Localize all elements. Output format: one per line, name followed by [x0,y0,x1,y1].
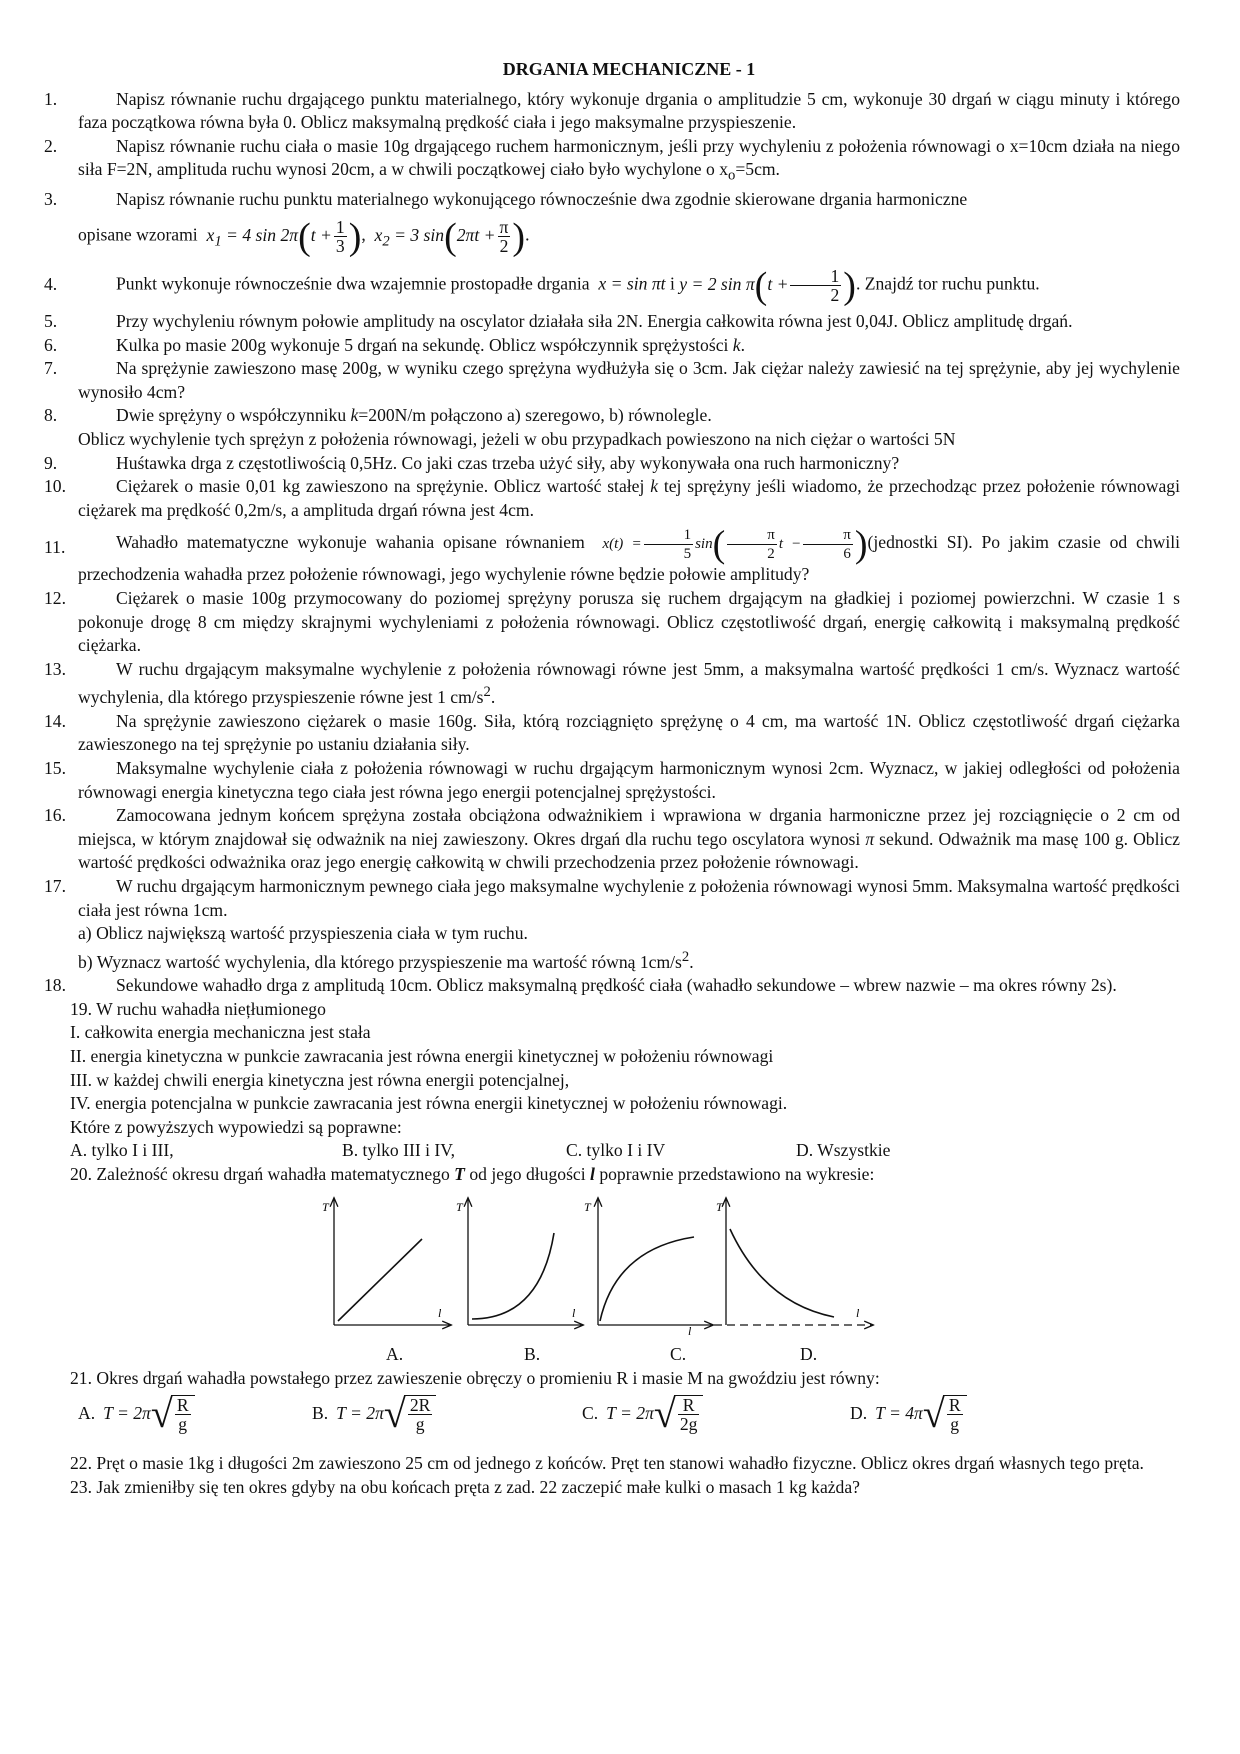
question-11 [44,522,1180,587]
question-15 [44,757,1180,804]
question-text: 21. Okres drgań wahadła powstałego przez zawieszenie obręczy o promieniu R i masie M na gwoździu jest równy: [70,1367,880,1388]
question-number: 5. [44,311,58,332]
question-21 [70,1367,1180,1453]
question-5 [44,310,1180,334]
option-d: D. Wszystkie [796,1140,891,1161]
question-6 [44,334,1180,358]
question-23 [70,1476,1180,1500]
question-text: 22. Pręt o masie 1kg i długości 2m zawieszono 25 cm od jednego z końców. Pręt ten stanowi wahadło fizyczne. Oblicz okres drgań własnych tego pręta. [70,1453,1144,1474]
graphs-figure [70,1193,1070,1343]
question-number: 3. [44,189,58,210]
question-number: 18. [44,975,66,996]
axis-label-l: l [856,1305,860,1320]
statement-1: I. całkowita energia mechaniczna jest stała [70,1022,371,1043]
question-17 [44,875,1180,974]
question-7 [44,357,1180,404]
question-2 [44,135,1180,189]
question-number: 9. [44,452,58,473]
question-9 [44,452,1180,476]
axis-label-l: l [438,1305,442,1320]
page-title: DRGANIA MECHANICZNE - 1 [502,59,756,79]
question-16 [44,804,1180,875]
graph-a [322,1199,450,1325]
question-10 [44,475,1180,522]
question-number: 10. [44,476,66,497]
formula-a: A. T = 2π √ $\frac{R}{g}$ [78,1394,195,1434]
axis-label-t: T [716,1199,723,1214]
sqrt-curve [600,1237,694,1321]
question-text: Napisz równanie ruchu drgającego punktu materialnego, który wykonuje drgania o amplitudzie 5 cm, wykonuje 30 drgań w ciągu minuty i którego faza początkowa równa była 0. Oblicz maksymalną prędkość ciała i jego maksymalne przyspieszenie. [78,88,1180,133]
question-number: 14. [44,710,66,731]
question-text: Wahadło matematyczne wykonuje wahania opisane równaniem x(t) = $\frac{1}{5}$ sin( $\frac{\pi}{2}$ t − $\frac{\pi}{6}$ )(jednostki SI). Po jakim czasie od chwili przechodzenia wahadła przez położenie równowagi, jego wychylenie równe będzie połowie amplitudy? [78,523,1180,585]
axis-label-l: l [688,1323,692,1338]
question-12 [44,587,1180,658]
question-19 [70,998,1180,1163]
question-number: 22. [70,1453,92,1474]
question-4 [44,261,1180,310]
question-number: 11. [44,537,66,558]
question-text: W ruchu drgającym harmonicznym pewnego ciała jego maksymalne wychylenie z położenia równowagi wynosi 5mm. Maksymalna wartość prędkości ciała jest równa 1cm. [78,876,1180,920]
statement-3: III. w każdej chwili energia kinetyczna jest równa energii potencjalnej, [70,1069,570,1090]
question-8 [44,404,1180,451]
question-text: Maksymalne wychylenie ciała z położenia równowagi w ruchu drgającym harmonicznym wynosi 2cm. Wyznacz, w jakiej odległości od położenia równowagi energia kinetyczna tego ciała jest równa jego energii potencjalnej sprężystości. [78,758,1180,802]
graph-c [584,1199,712,1338]
worksheet [44,58,1180,1499]
question-18 [44,974,1180,998]
linear-curve [338,1239,422,1321]
question-text: 23. Jak zmieniłby się ten okres gdyby na obu końcach pręta z zad. 22 zaczepić małe kulki o masach 1 kg każda? [70,1476,860,1497]
formula-x1: $x_1 = 4$ sin 2π(t + $\frac{1}{3}$ ) [206,215,362,258]
graph-d [714,1199,872,1325]
question-number: 1. [44,88,58,109]
option-c: C. tylko I i IV [566,1140,666,1161]
question-text: Na sprężynie zawieszono ciężarek o masie 160g. Siła, którą rozciągnięto sprężynę o 4 cm, ma wartość 1N. Oblicz częstotliwość drgań ciężarka zawieszonego na tej sprężynie po ustaniu działania siły. [78,710,1180,755]
question-number: 13. [44,658,66,679]
graph-letter-b: B. [524,1343,541,1364]
question-text: Ciężarek o masie 0,01 kg zawieszono na sprężynie. Oblicz wartość stałej k tej sprężyny jeśli wiadomo, że przechodząc przez położenie równowagi ciężarek ma prędkość 0,2m/s, a amplituda drgań równa jest 4cm. [78,476,1180,520]
question-number: 16. [44,805,66,826]
question-3 [44,188,1180,261]
question-number: 8. [44,405,58,426]
question-text: Zamocowana jednym końcem sprężyna została obciążona odważnikiem i wprawiona w drgania harmoniczne przez jej rozciągnięcie o 2 cm od miejsca, w którym znajdował się odważnik na niej zawieszony. Okres drgań dla ruchu tego oscylatora wynosi π sekund. Odważnik ma masę 100 g. Oblicz wartość prędkości odważnika oraz jego energię całkowitą w chwili przechodzenia przez położenie równowagi. [78,805,1180,873]
graph-b [456,1199,582,1325]
statement-4: IV. energia potencjalna w punkcie zawracania jest równa energii kinetycznej w położeniu równowagi. [70,1093,788,1114]
axis-label-l: l [572,1305,576,1320]
question-text: Na sprężynie zawieszono masę 200g, w wyniku czego sprężyna wydłużyła się o 3cm. Jak ciężar należy zawiesić na tej sprężynie, aby jej wychylenie wynosiło 4cm? [78,358,1180,402]
answer-formulas [70,1390,1180,1452]
question-20 [70,1163,1180,1367]
formula-b: B. T = 2π √ $\frac{2R}{g}$ [312,1394,436,1434]
question-number: 17. [44,876,66,896]
axis-label-t: T [322,1199,329,1214]
question-text: Sekundowe wahadło drga z amplitudą 10cm. Oblicz maksymalną prędkość ciała (wahadło sekundowe – wbrew nazwie – ma okres równy 2s). [116,975,1117,996]
formula-d: D. T = 4π √ $\frac{R}{g}$ [850,1394,967,1434]
question-number: 20. [70,1163,92,1184]
question-ask: Które z powyższych wypowiedzi są poprawne: [70,1116,402,1137]
formula-line: opisane wzorami $x_1 = 4$ sin 2π(t + $\frac{1}{3}$ ), $x_2 = 3$ sin(2πt + $\frac{\pi}{2}$ ). [78,215,530,258]
question-text: 20. Zależność okresu drgań wahadła matematycznego T od jego długości l poprawnie przedstawiono na wykresie: [70,1163,875,1184]
question-number: 21. [70,1367,92,1388]
question-number: 2. [44,135,58,156]
question-text: Ciężarek o masie 100g przymocowany do poziomej sprężyny porusza się ruchem drgającym na gładkiej i poziomej powierzchni. W czasie 1 s pokonuje drogę 8 cm między skrajnymi wychyleniami z położenia równowagi. Oblicz częstotliwość drgań, energię całkowitą i maksymalną prędkość ciężarka. [78,588,1180,656]
question-number: 7. [44,358,58,379]
formula-c: C. T = 2π √ $\frac{R}{2g}$ [582,1394,703,1434]
question-number: 4. [44,274,58,295]
axis-label-t: T [456,1199,463,1214]
question-text-line2: Oblicz wychylenie tych sprężyn z położenia równowagi, jeżeli w obu przypadkach powieszono na nich ciężar o wartości 5N [78,429,956,450]
question-text: Kulka po masie 200g wykonuje 5 drgań na sekundę. Oblicz współczynnik sprężystości k. [116,334,746,355]
graph-letter-a: A. [386,1343,404,1364]
question-text: Dwie sprężyny o współczynniku k=200N/m połączono a) szeregowo, b) równolegle. [116,405,712,426]
graph-letter-c: C. [670,1343,687,1364]
question-text: W ruchu drgającym maksymalne wychylenie z położenia równowagi równe jest 5mm, a maksymalna wartość prędkości 1 cm/s. Wyznacz wartość wychylenia, dla którego przyspieszenie równe jest 1 $cm/s^2$. [78,658,1180,708]
question-part-a: a) Oblicz największą wartość przyspieszenia ciała w tym ruchu. [78,923,528,944]
question-text: Przy wychyleniu równym połowie amplitudy na oscylator działała siła 2N. Energia całkowita równa jest 0,04J. Oblicz amplitudę drgań. [116,311,1073,332]
question-text: Napisz równanie ruchu punktu materialnego wykonującego równocześnie dwa zgodnie skierowane drgania harmoniczne [116,189,968,210]
question-14 [44,710,1180,757]
option-b: B. tylko III i IV, [342,1140,456,1161]
question-number: 23. [70,1476,92,1497]
question-text: Punkt wykonuje równocześnie dwa wzajemnie prostopadłe drgania x = sin πt i y = 2 sin π(t + $\frac{1}{2}$ ). Znajdź tor ruchu punktu. [116,264,1040,307]
option-a: A. tylko I i III, [70,1140,174,1161]
answer-options [70,1139,1180,1163]
axis-label-t: T [584,1199,591,1214]
question-number: 19. [70,998,92,1019]
question-number: 6. [44,334,58,355]
graph-letters [70,1343,1180,1367]
question-22 [70,1452,1180,1476]
question-text: Napisz równanie ruchu ciała o masie 10g drgającego ruchem harmonicznym, jeśli przy wychyleniu z położenia równowagi o x=10cm działa na niego siła F=2N, amplituda ruchu wynosi 20cm, a w chwili początkowej ciało było wychylone o $x_o=5cm$. [78,135,1180,184]
question-13 [44,658,1180,710]
graph-letter-d: D. [800,1343,818,1364]
formula-x2: $x_2 = 3$ sin(2πt + $\frac{\pi}{2}$ ) [374,215,526,258]
question-text: 19. W ruchu wahadła niețłumionego [70,998,326,1019]
question-number: 15. [44,758,66,779]
question-text: Huśtawka drga z częstotliwością 0,5Hz. Co jaki czas trzeba użyć siły, aby wykonywała ona ruch harmoniczny? [116,452,900,473]
statement-2: II. energia kinetyczna w punkcie zawracania jest równa energii kinetycznej w położeniu równowagi [70,1046,774,1067]
decaying-curve [730,1229,834,1317]
question-1 [44,88,1180,135]
question-part-b: b) Wyznacz wartość wychylenia, dla którego przyspieszenie ma wartość równą $1cm/s^2$. [78,948,694,972]
question-number: 12. [44,588,66,609]
growing-curve [472,1233,554,1319]
